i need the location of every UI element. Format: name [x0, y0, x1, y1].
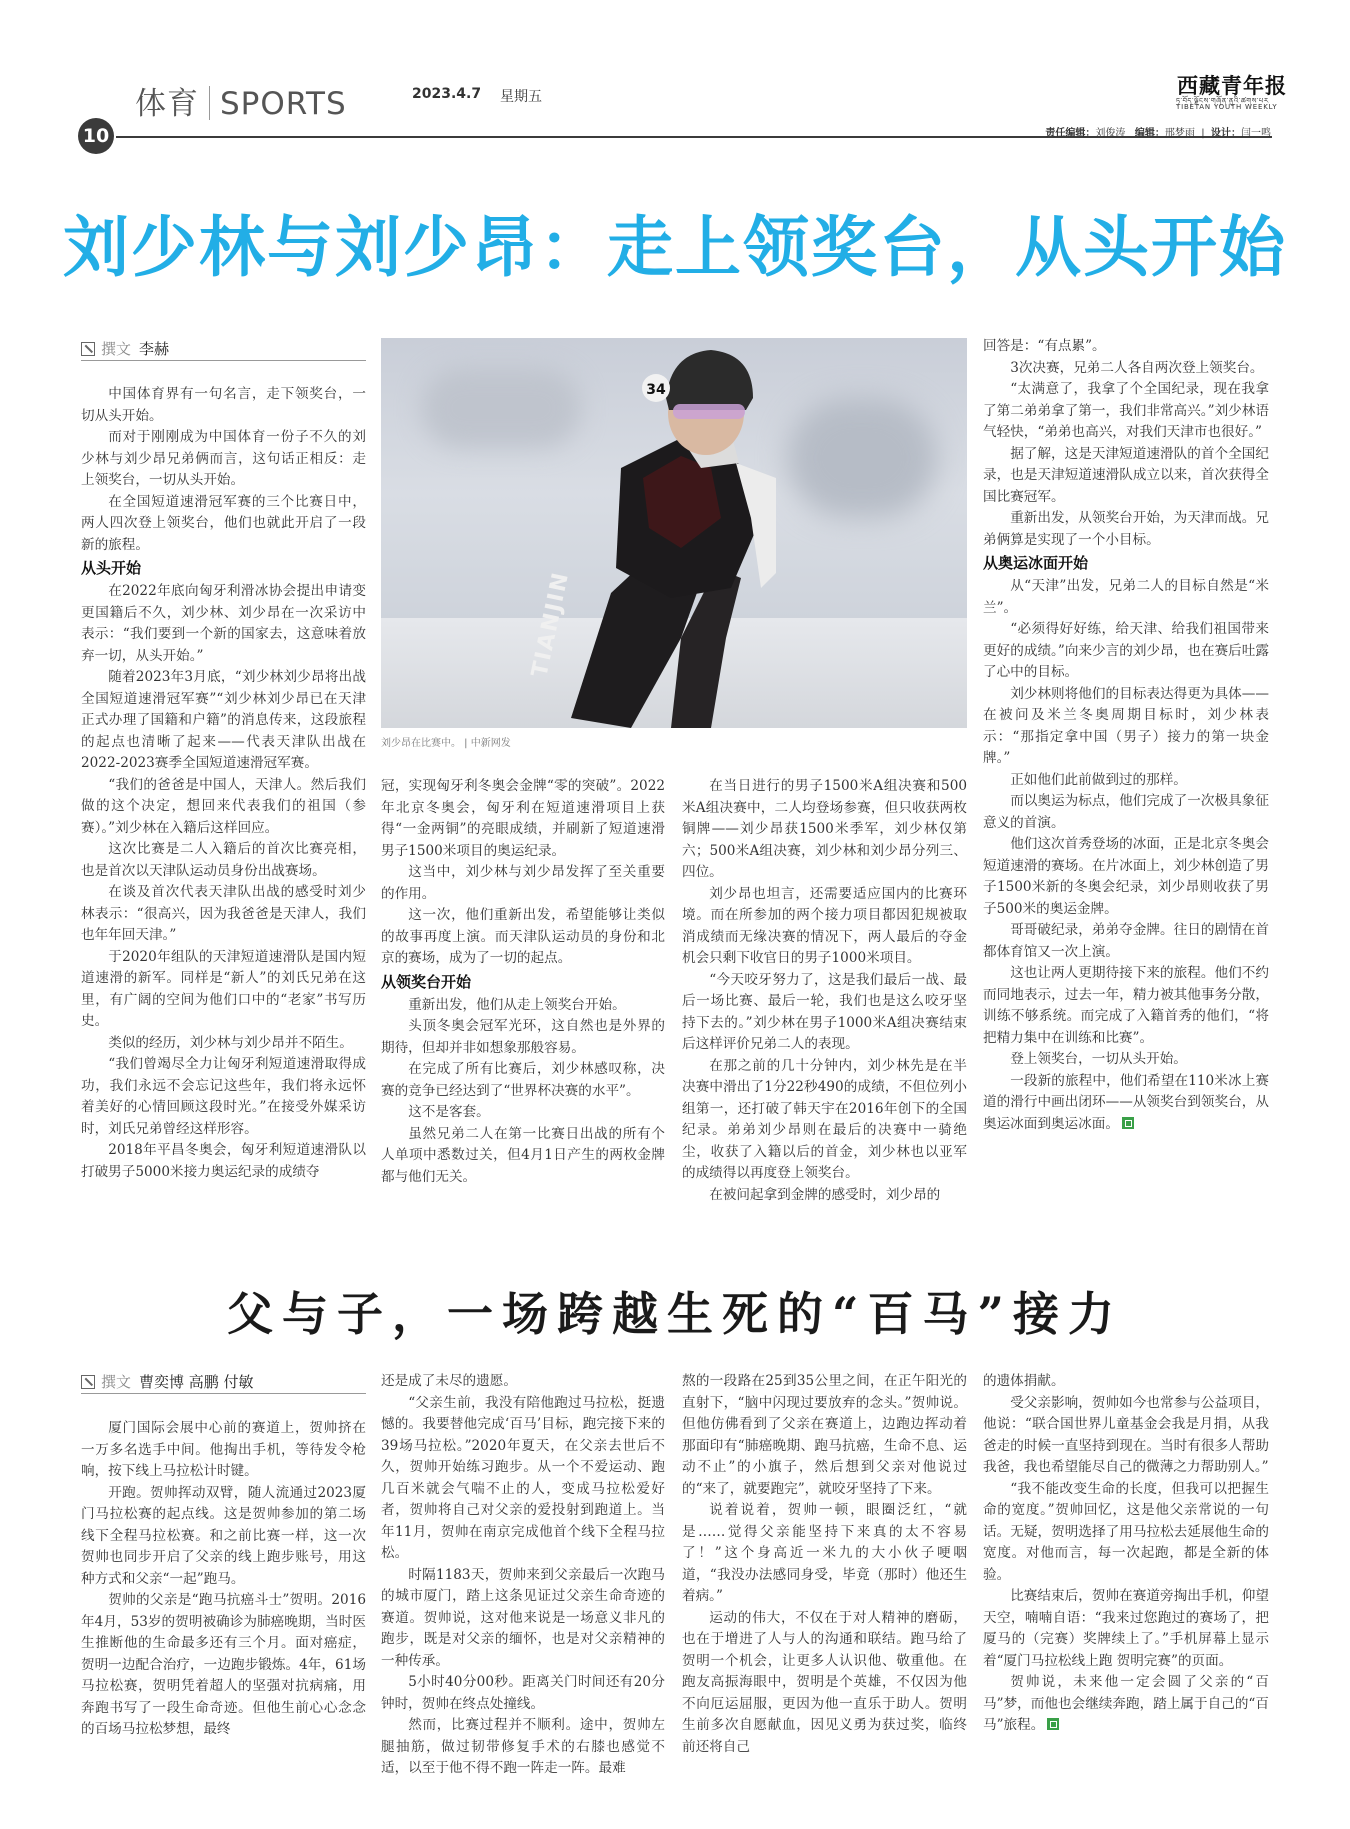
editor-label: 编辑： [1134, 128, 1165, 139]
paragraph: “必须得好好练，给天津、给我们祖国带来更好的成绩。”向来少言的刘少昂，也在赛后吐露了心中的目标。 [983, 621, 1269, 680]
byline-label: 撰文 [101, 340, 132, 358]
issue-weekday: 星期五 [500, 89, 542, 105]
article2-column-4 [983, 1371, 1269, 1737]
paragraph: 在完成了所有比赛后，刘少林感叹称，决赛的竞争已经达到了“世界杯决赛的水平”。 [381, 1061, 665, 1099]
paragraph: 时隔1183天，贺帅来到父亲最后一次跑马的城市厦门，踏上这条见证过父亲生命奇迹的赛道。贺帅说，这对他来说是一场意义非凡的跑步，既是对父亲的缅怀，也是对父亲精神的一种传承。 [381, 1566, 665, 1669]
paragraph: “太满意了，我拿了个全国纪录，现在我拿了第二弟弟拿了第一，我们非常高兴。”刘少林语气轻快，“弟弟也高兴，对我们天津市也很好。” [983, 381, 1269, 440]
masthead-title: 西藏青年报 [1177, 73, 1287, 98]
byline-label: 撰文 [101, 1373, 132, 1391]
paragraph: 而以奥运为标点，他们完成了一次极具象征意义的首演。 [983, 793, 1269, 831]
pen-icon [81, 1375, 95, 1389]
article1-column-1 [81, 384, 366, 1183]
paragraph: 说着说着，贺帅一顿，眼圈泛红，“就是……觉得父亲能坚持下来真的太不容易了！”这个身高近一米九的大小伙子哽咽道，“我没办法感同身受，毕竟（那时）他还生着病。” [682, 1502, 967, 1604]
section-title [135, 78, 347, 123]
paragraph: 贺帅说，未来他一定会圆了父亲的“百马”梦，而他也会继续奔跑，踏上属于自己的“百马”旅程。 [983, 1674, 1269, 1733]
article1-photo [381, 338, 967, 728]
paragraph: 一段新的旅程中，他们希望在110米冰上赛道的滑行中画出闭环——从领奖台到领奖台，从奥运冰面到奥运冰面。 [983, 1072, 1269, 1132]
helmet-number: 34 [646, 382, 666, 398]
masthead-english: TIBETAN YOUTH WEEKLY [1176, 103, 1278, 111]
paragraph: 刘少昂也坦言，还需要适应国内的比赛环境。而在所参加的两个接力项目都因犯规被取消成绩而无缘决赛的情况下，两人最后的夺金机会只剩下收官日的男子1000米项目。 [682, 885, 967, 966]
paragraph: 在全国短道速滑冠军赛的三个比赛日中，两人四次登上领奖台，他们也就此开启了一段新的旅程。 [81, 493, 366, 553]
end-of-article-icon [1047, 1718, 1059, 1730]
paragraph: 的遗体捐献。 [983, 1373, 1065, 1389]
paragraph: 运动的伟大，不仅在于对人精神的磨砺，也在于增进了人与人的沟通和联结。跑马给了贺明一个机会，让更多人认识他、敬重他。在跑友高振海眼中，贺明是个英雄，不仅因为他不向厄运屈服，更因为他一直乐于助人。贺明生前多次自愿献血，因见义勇为获过奖，临终前还将自己 [682, 1609, 967, 1755]
article1-column-3 [682, 776, 967, 1206]
paragraph: 在当日进行的男子1500米A组决赛和500米A组决赛中，二人均登场参赛，但只收获两枚铜牌——刘少昂获1500米季军，刘少林仅第六；500米A组决赛，刘少林和刘少昂分列三、四位。 [682, 778, 967, 880]
paragraph: 在那之前的几十分钟内，刘少林先是在半决赛中滑出了1分22秒490的成绩，不但位列小组第一，还打破了韩天宇在2016年创下的全国纪录。弟弟刘少昂则在最后的决赛中一骑绝尘，收获了入籍以后的首金，刘少林也以亚军的成绩得以再度登上领奖台。 [682, 1057, 967, 1181]
article2-column-2 [381, 1371, 665, 1780]
subheading: 从领奖台开始 [381, 972, 472, 991]
article2-headline: 父与子，一场跨越生死的“百马”接力 [227, 1287, 1123, 1341]
section-title-en: SPORTS [220, 86, 347, 122]
byline-author: 李赫 [139, 340, 170, 358]
paragraph: 这也让两人更期待接下来的旅程。他们不约而同地表示，过去一年，精力被其他事务分散，训练不够系统。而完成了入籍首秀的他们，“将把精力集中在训练和比赛”。 [983, 965, 1269, 1046]
paragraph: 冠，实现匈牙利冬奥会金牌“零的突破”。2022年北京冬奥会，匈牙利在短道速滑项目上获得“一金两铜”的亮眼成绩，并刷新了短道速滑男子1500米项目的奥运纪录。 [381, 778, 665, 859]
article1-column-4 [983, 336, 1269, 1135]
paragraph: 3次决赛，兄弟二人各自两次登上领奖台。 [1010, 359, 1264, 376]
designer: 闫一鸣 [1241, 128, 1271, 139]
paragraph: 于2020年组队的天津短道速滑队是国内短道速滑的新军。同样是“新人”的刘氏兄弟在这里，有广阔的空间为他们口中的“老家”书写历史。 [81, 948, 366, 1029]
chief-editor: 刘俊涛 [1095, 128, 1126, 139]
paragraph: 2018年平昌冬奥会，匈牙利短道速滑队以打破男子5000米接力奥运纪录的成绩夺 [81, 1142, 366, 1180]
byline-rule [81, 360, 366, 361]
article1-column-2 [381, 776, 665, 1188]
paragraph: 而对于刚刚成为中国体育一份子不久的刘少林与刘少昂兄弟俩而言，这句话正相反：走上领奖台，一切从头开始。 [81, 429, 366, 488]
paragraph: 正如他们此前做到过的那样。 [1010, 771, 1187, 788]
jersey-text: TIANJIN [527, 568, 575, 680]
editor: 邢梦雨 [1164, 128, 1195, 139]
paragraph: 登上领奖台，一切从头开始。 [1010, 1051, 1187, 1067]
paragraph: 贺帅的父亲是“跑马抗癌斗士”贺明。2016年4月，53岁的贺明被确诊为肺癌晚期，当时医生推断他的生命最多还有三个月。面对癌症，贺明一边配合治疗，一边跑步锻炼。4年，61场马拉松赛，贺明凭着超人的坚强对抗病痛，用奔跑书写了一段生命奇迹。但他生前心心念念的百场马拉松梦想，最终 [81, 1592, 366, 1737]
paragraph: 重新出发，他们从走上领奖台开始。 [408, 996, 626, 1013]
paragraph: 在被问起拿到金牌的感受时，刘少昂的 [709, 1186, 941, 1203]
paragraph: 回答是：“有点累”。 [983, 338, 1106, 354]
photo-caption: 刘少昂在比赛中。 | 中新网发 [381, 738, 511, 749]
byline-authors: 曹奕博 高鹏 付敏 [139, 1373, 254, 1391]
paragraph: 重新出发，从领奖台开始，为天津而战。兄弟俩算是实现了一个小目标。 [983, 510, 1269, 548]
subheading: 从奥运冰面开始 [983, 554, 1089, 572]
paragraph: 这不是客套。 [408, 1104, 490, 1120]
paragraph: 开跑。贺帅挥动双臂，随人流通过2023厦门马拉松赛的起点线。这是贺帅参加的第二场线下全程马拉松赛。和之前比赛一样，这一次贺帅也同步开启了父亲的线上跑步账号，用这种方式和父亲“一起”跑马。 [81, 1484, 366, 1587]
masthead-tibetan: ཏ་བོད་ལྗོངས་གཞོན་ནུའི་ཚགས་པར [1176, 97, 1269, 105]
paragraph: 类似的经历，刘少林与刘少昂并不陌生。 [108, 1034, 353, 1051]
paragraph: 受父亲影响，贺帅如今也常参与公益项目，他说：“联合国世界儿童基金会我是月捐，从我爸走的时候一直坚持到现在。当时有很多人帮助我爸，我也希望能尽自己的微薄之力帮助别人。” [983, 1394, 1269, 1475]
section-divider [209, 86, 210, 120]
design-label: 设计： [1211, 128, 1241, 139]
paragraph: 在谈及首次代表天津队出战的感受时刘少林表示：“很高兴，因为我爸爸是天津人，我们也年年回天津。” [81, 884, 366, 943]
paragraph: 头顶冬奥会冠军光环，这自然也是外界的期待，但却并非如想象那般容易。 [381, 1018, 665, 1056]
paragraph: 比赛结束后，贺帅在赛道旁掏出手机，仰望天空，喃喃自语：“我来过您跑过的赛场了，把厦马的（完赛）奖牌续上了。”手机屏幕上显示着“厦门马拉松线上跑 贺明完赛”的页面。 [983, 1588, 1269, 1669]
chief-editor-label: 责任编辑： [1045, 128, 1096, 139]
editorial-credits: 责任编辑：刘俊涛 编辑：邢梦雨 | 设计：闫一鸣 [1045, 128, 1271, 139]
paragraph: 随着2023年3月底，“刘少林刘少昂将出战全国短道速滑冠军赛”“刘少林刘少昂已在天津正式办理了国籍和户籍”的消息传来，这段旅程的起点也清晰了起来——代表天津队出战在2022-2023赛季全国短道速滑冠军赛。 [81, 669, 366, 771]
paragraph: 这次比赛是二人入籍后的首次比赛亮相，也是首次以天津队运动员身份出战赛场。 [81, 841, 366, 879]
article2-column-1 [81, 1418, 366, 1741]
paragraph: 厦门国际会展中心前的赛道上，贺帅挤在一万多名选手中间。他掏出手机，等待发令枪响，按下线上马拉松计时键。 [81, 1420, 366, 1479]
issue-date: 2023.4.7 [412, 86, 482, 102]
page-number: 10 [78, 118, 114, 154]
paragraph: 刘少林则将他们的目标表达得更为具体——在被问及米兰冬奥周期目标时，刘少林表示：“那指定拿中国（男子）接力的第一块金牌。” [983, 685, 1269, 766]
paragraph: “我不能改变生命的长度，但我可以把握生命的宽度。”贺帅回忆，这是他父亲常说的一句话。无疑，贺明选择了用马拉松去延展他生命的宽度。对他而言，每一次起跑，都是全新的体验。 [983, 1480, 1269, 1583]
article2-column-3 [682, 1371, 967, 1758]
paragraph: 还是成了未尽的遗愿。 [381, 1373, 517, 1389]
paragraph: 在2022年底向匈牙利滑冰协会提出申请变更国籍后不久，刘少林、刘少昂在一次采访中表示：“我们要到一个新的国家去，这意味着放弃一切，从头开始。” [81, 583, 366, 664]
article1-byline [81, 338, 169, 359]
paragraph: 5小时40分00秒。距离关门时间还有20分钟时，贺帅在终点处撞线。 [381, 1674, 665, 1712]
paragraph: 虽然兄弟二人在第一比赛日出战的所有个人单项中悉数过关，但4月1日产生的两枚金牌都与他们无关。 [381, 1125, 665, 1185]
paragraph: “父亲生前，我没有陪他跑过马拉松，挺遗憾的。我要替他完成‘百马’目标，跑完接下来的39场马拉松。”2020年夏天，在父亲去世后不久，贺帅开始练习跑步。从一个不爱运动、跑几百米就会气喘不止的人，变成马拉松爱好者，贺帅将自己对父亲的爱投射到跑道上。当年11月，贺帅在南京完成他首个线下全程马拉松。 [381, 1394, 665, 1561]
paragraph: 从“天津”出发，兄弟二人的目标自然是“米兰”。 [983, 578, 1269, 616]
skater-illustration [381, 338, 967, 728]
paragraph: 哥哥破纪录，弟弟夺金牌。往日的剧情在首都体育馆又一次上演。 [983, 922, 1269, 960]
paragraph: “我们曾竭尽全力让匈牙利短道速滑取得成功，我们永远不会忘记这些年，我们将永远怀着美好的心情回顾这段时光。”在接受外媒采访时，刘氏兄弟曾经这样形容。 [81, 1056, 366, 1137]
pen-icon [81, 342, 95, 356]
article1-headline: 刘少林与刘少昂：走上领奖台，从头开始 [63, 209, 1287, 286]
subheading: 从头开始 [81, 559, 142, 577]
article2-byline [81, 1371, 254, 1392]
paragraph: 中国体育界有一句名言，走下领奖台，一切从头开始。 [81, 386, 366, 424]
paragraph: “今天咬牙努力了，这是我们最后一战、最后一场比赛、最后一轮，我们也是这么咬牙坚持下去的。”刘少林在男子1000米A组决赛结束后这样评价兄弟二人的表现。 [682, 971, 967, 1052]
end-of-article-icon [1122, 1117, 1134, 1129]
paragraph: 据了解，这是天津短道速滑队的首个全国纪录，也是天津短道速滑队成立以来，首次获得全国比赛冠军。 [983, 445, 1269, 505]
byline-rule [81, 1393, 366, 1394]
paragraph: “我们的爸爸是中国人，天津人。然后我们做的这个决定，想回来代表我们的祖国（参赛）。”刘少林在入籍后这样回应。 [81, 776, 366, 836]
section-title-cn: 体育 [135, 86, 199, 122]
paragraph: 然而，比赛过程并不顺利。途中，贺帅左腿抽筋，做过韧带修复手术的右膝也感觉不适，以至于他不得不跑一阵走一阵。最难 [381, 1717, 665, 1776]
paragraph: 他们这次首秀登场的冰面，正是北京冬奥会短道速滑的赛场。在片冰面上，刘少林创造了男子1500米新的冬奥会纪录，刘少昂则收获了男子500米的奥运金牌。 [983, 836, 1269, 917]
paragraph: 这当中，刘少林与刘少昂发挥了至关重要的作用。 [381, 864, 665, 902]
paragraph: 这一次，他们重新出发，希望能够让类似的故事再度上演。而天津队运动员的身份和北京的赛场，成为了一切的起点。 [381, 907, 665, 966]
paragraph: 熬的一段路在25到35公里之间，在正午阳光的直射下，“脑中闪现过要放弃的念头。”贺帅说。但他仿佛看到了父亲在赛道上，边跑边挥动着那面印有“肺癌晚期、跑马抗癌，生命不息、运动不止”的小旗子，然后想到父亲对他说过的“来了，就要跑完”，就咬牙坚持了下来。 [682, 1373, 967, 1497]
